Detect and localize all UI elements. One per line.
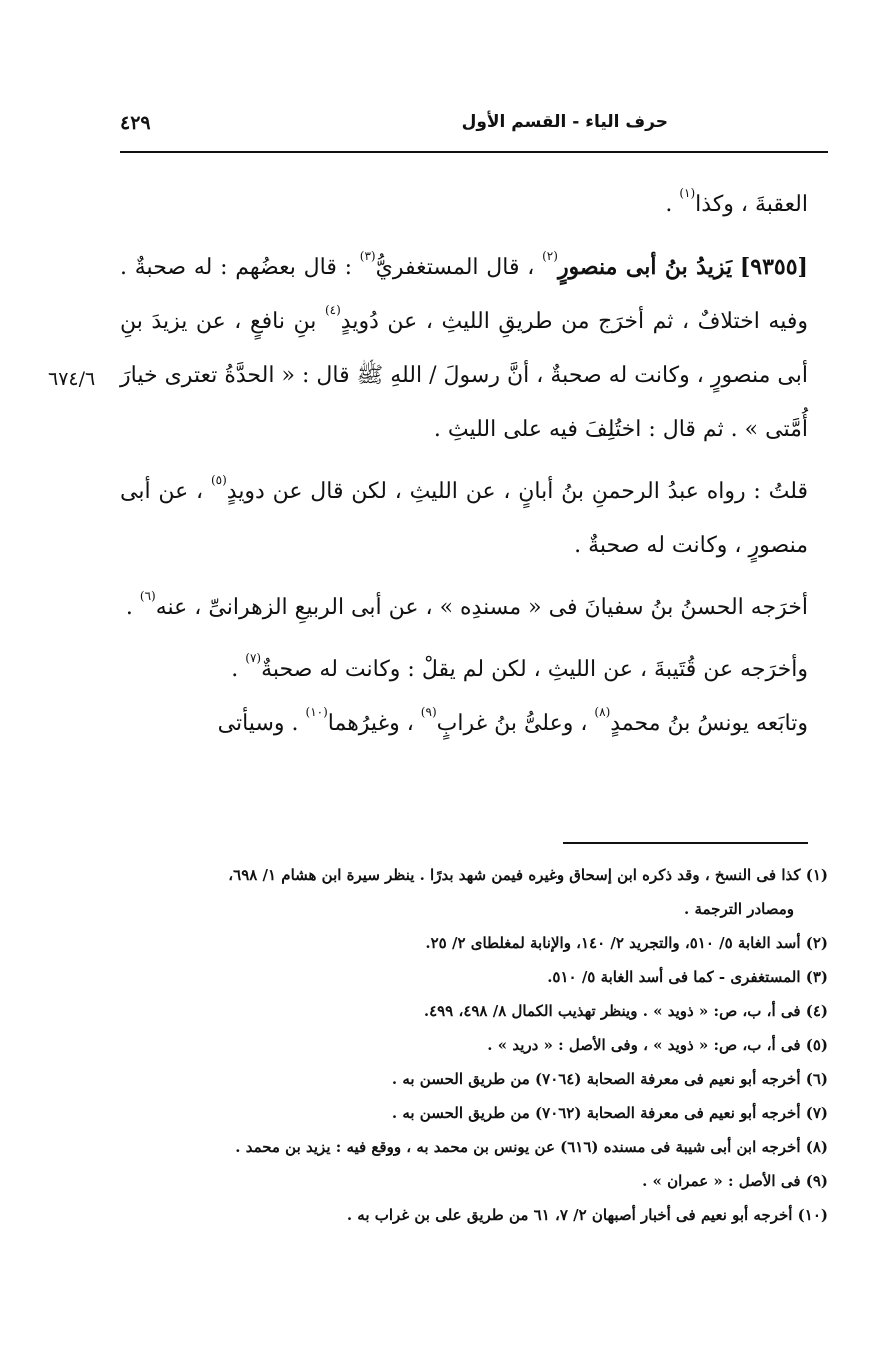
text-segment: .	[125, 595, 140, 620]
text-segment: عنه	[155, 595, 188, 620]
paragraph	[120, 643, 808, 697]
text-segment: أخرَجه الحسنُ بنُ سفيانَ فى « مسندِه » ، عن أبى الربيعِ الزهرانىِّ ،	[194, 595, 808, 620]
page-header	[120, 108, 828, 148]
footnote-5: (٥) فى أ، ب، ص: « ذويد » ، وفى الأصل : « دريد » .	[487, 1036, 828, 1054]
margin-note: ٦٧٤/٦	[48, 368, 96, 390]
entry-paragraph	[120, 240, 808, 457]
page-number: ٤٢٩	[120, 112, 151, 134]
footnote-1-continued: ومصادر الترجمة .	[684, 900, 794, 918]
footnote-ref: (١٠)	[305, 705, 328, 719]
footnote-7: (٧) أخرجه أبو نعيم فى معرفة الصحابة (٧٠٦٢) من طريق الحسن به .	[391, 1104, 828, 1122]
entry-number: [٩٣٥٥]	[739, 254, 808, 280]
text-segment: .	[665, 192, 680, 217]
text-segment: صحبةٌ . وفيه اختلافٌ ، ثم أخرَج من طريقِ الليثِ ، عن دُويدٍ	[120, 255, 808, 334]
text-segment: وتابَعه يونسُ بنُ محمدٍ	[610, 711, 808, 736]
footnote-3: (٣) المستغفرى - كما فى أسد الغابة ٥/ ٥١٠.	[547, 968, 828, 986]
footnote-ref: (٦)	[139, 589, 156, 603]
text-segment: أبى منصورٍ ، وكانت له صحبةٌ .	[120, 479, 808, 558]
header-rule	[120, 151, 828, 153]
text-segment: بنِ نافعٍ ، عن	[195, 309, 317, 334]
footnote-ref: (٥)	[210, 473, 227, 487]
text-segment: ، وعلىُّ بنُ غرابٍ	[436, 711, 588, 736]
footnote-ref: (٣)	[359, 249, 376, 263]
paragraph	[120, 465, 808, 573]
text-line	[120, 178, 808, 232]
footnote-ref: (١)	[679, 186, 696, 200]
footnote-4: (٤) فى أ، ب، ص: « ذويد » . وينظر تهذيب الكمال ٨/ ٤٩٨، ٤٩٩.	[423, 1002, 828, 1020]
footnote-ref: (٤)	[324, 303, 341, 317]
paragraph	[120, 581, 808, 635]
text-segment: وأخرَجه عن قُتَيبةَ ، عن الليثِ ، لكن لم يقلْ : وكانت له صحبةٌ	[261, 657, 808, 682]
footnote-ref: (٧)	[245, 651, 262, 665]
text-segment: يزيدَ بنِ أبى منصورٍ ، وكانت له صحبةٌ ، أنَّ رسولَ / اللهِ ﷺ قال : « الحدَّةُ	[120, 309, 808, 388]
footnote-rule	[563, 842, 808, 844]
paragraph	[120, 697, 808, 751]
text-segment: .	[231, 657, 246, 682]
footnotes	[120, 858, 828, 1232]
footnote-1: (١) كذا فى النسخ ، وقد ذكره ابن إسحاق وغيره فيمن شهد بدرًا . ينظر سيرة ابن هشام ١/ ٦٩٨،	[228, 866, 828, 884]
entry-name: يَزيدُ بنُ أبى منصورٍ	[557, 254, 733, 280]
main-text	[120, 178, 808, 751]
footnote-ref: (٩)	[420, 705, 437, 719]
text-segment: تعترى خيارَ أُمَّتى » . ثم قال : اختُلِفَ فيه على الليثِ .	[120, 363, 808, 442]
footnote-6: (٦) أخرجه أبو نعيم فى معرفة الصحابة (٧٠٦٤) من طريق الحسن به .	[391, 1070, 828, 1088]
text-segment: العقبةَ ، وكذا	[695, 192, 808, 217]
footnote-10: (١٠) أخرجه أبو نعيم فى أخبار أصبهان ٢/ ٧، ٦١ من طريق على بن غراب به .	[346, 1206, 828, 1224]
footnote-2: (٢) أسد الغابة ٥/ ٥١٠، والتجريد ٢/ ١٤٠، والإنابة لمغلطاى ٢/ ٢٥.	[425, 934, 828, 952]
text-segment: ، وغيرُهما	[327, 711, 414, 736]
text-segment: . وسيأتى	[217, 711, 299, 736]
text-segment: : قال بعضُهم : له	[193, 255, 353, 280]
footnote-8: (٨) أخرجه ابن أبى شيبة فى مسنده (٦١٦) عن يونس بن محمد به ، ووقع فيه : يزيد بن محمد .	[235, 1138, 828, 1156]
footnote-ref: (٨)	[594, 705, 611, 719]
footnote-9: (٩) فى الأصل : « عمران » .	[642, 1172, 828, 1190]
running-title: حرف الياء - القسم الأول	[461, 112, 668, 132]
text-segment: ، عن	[158, 479, 204, 504]
text-segment: قلتُ : رواه عبدُ الرحمنِ بنُ أبانٍ ، عن الليثِ ، لكن قال عن دويدٍ	[226, 479, 808, 504]
text-segment: ، قال المستغفريُّ	[375, 255, 535, 280]
footnote-ref: (٢)	[542, 249, 558, 263]
